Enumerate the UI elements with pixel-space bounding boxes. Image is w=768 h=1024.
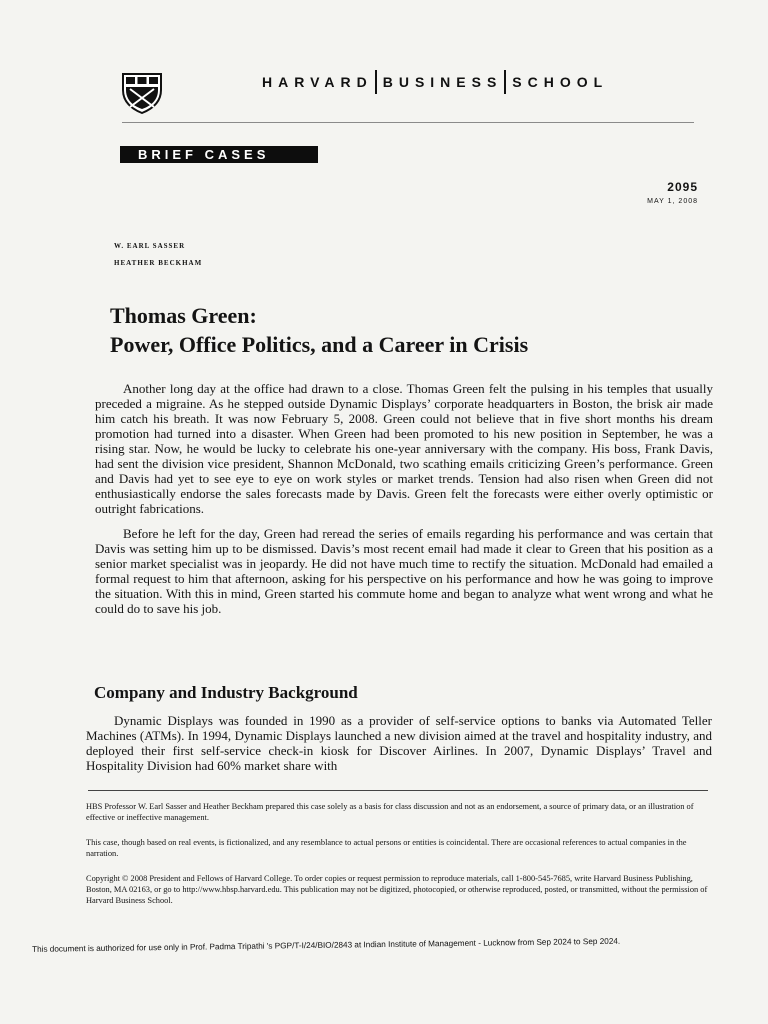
case-title [110,301,710,359]
footnote-1: HBS Professor W. Earl Sasser and Heather Beckham prepared this case solely as a basis for class discussion and not as an endorsement, a source of primary data, or an illustration of effective or ineffective management. [86,802,694,822]
author-1: W. EARL SASSER [114,242,186,250]
footnote-2: This case, though based on real events, is fictionalized, and any resemblance to actual persons or entities is coincidental. There are occasional references to actual companies in the narration. [86,838,687,858]
intro-body [95,381,713,626]
footnote-rule [88,790,708,791]
school-name-part-3: SCHOOL [512,74,609,90]
school-name-part-2: BUSINESS [382,74,503,90]
paragraph-2: Before he left for the day, Green had reread the series of emails regarding his performance and was certain that Davis was setting him up to be dismissed. Davis’s most recent email had made it clear to Green that his position as a senior market specialist was in jeopardy. He did not have much time to rectify the situation. McDonald had emailed a formal request to him that afternoon, asking for his perspective on his performance and how he was going to improve the situation. With this in mind, Green started his commute home and began to analyze what went wrong and what he could do to save his job. [95,526,713,616]
school-name-part-1: HARVARD [262,74,373,90]
school-name-header [262,70,608,94]
series-label: BRIEF CASES [120,146,318,163]
case-title-line-1: Thomas Green: [110,303,257,328]
author-2: HEATHER BECKHAM [114,259,203,267]
section-heading: Company and Industry Background [94,683,358,702]
case-date: MAY 1, 2008 [647,198,698,205]
header-rule [122,122,694,123]
section-body: Dynamic Displays was founded in 1990 as a provider of self-service options to banks via Automated Teller Machines (ATMs). In 1994, Dynamic Displays launched a new division aimed at the travel and hospitality industry, and deployed their first self-service check-in kiosk for Discover Airlines. In 2007, Dynamic Displays’ Travel and Hospitality Division had 60% market share with [86,713,712,773]
case-title-line-2: Power, Office Politics, and a Career in Crisis [110,332,529,357]
header-separator [504,70,506,94]
harvard-shield-icon [120,72,164,114]
paragraph-1: Another long day at the office had drawn to a close. Thomas Green felt the pulsing in his temples that usually preceded a migraine. As he stepped outside Dynamic Displays’ corporate headquarters in Boston, the brisk air made him catch his breath. It was now February 5, 2008. Green could not believe that in five short months his dream promotion had turned into a disaster. When Green had been promoted to his new position in September, he was a rising star. Now, he would be lucky to celebrate his one-year anniversary with the company. His boss, Frank Davis, had sent the division vice president, Shannon McDonald, two scathing emails criticizing Green’s performance. Green and Davis had yet to see eye to eye on work styles or market trends. Tension had also risen when Green did not enthusiastically endorse the sales forecasts made by Davis. Green felt the forecasts were either overly optimistic or outright fabrications. [95,381,713,516]
case-number: 2095 [667,180,698,194]
authorization-notice: This document is authorized for use only in Prof. Padma Tripathi 's PGP/T-I/24/BIO/2843 at Indian Institute of Management - Lucknow from Sep 2024 to Sep 2024. [31,936,621,954]
header-separator [375,70,377,94]
footnote-3: Copyright © 2008 President and Fellows of Harvard College. To order copies or request permission to reproduce materials, call 1-800-545-7685, write Harvard Business Publishing, Boston, MA 02163, or go to http://www.hbsp.harvard.edu. This publication may not be digitized, photocopied, or otherwise reproduced, posted, or transmitted, without the permission of Harvard Business School. [86,874,708,905]
footnotes [86,801,712,920]
